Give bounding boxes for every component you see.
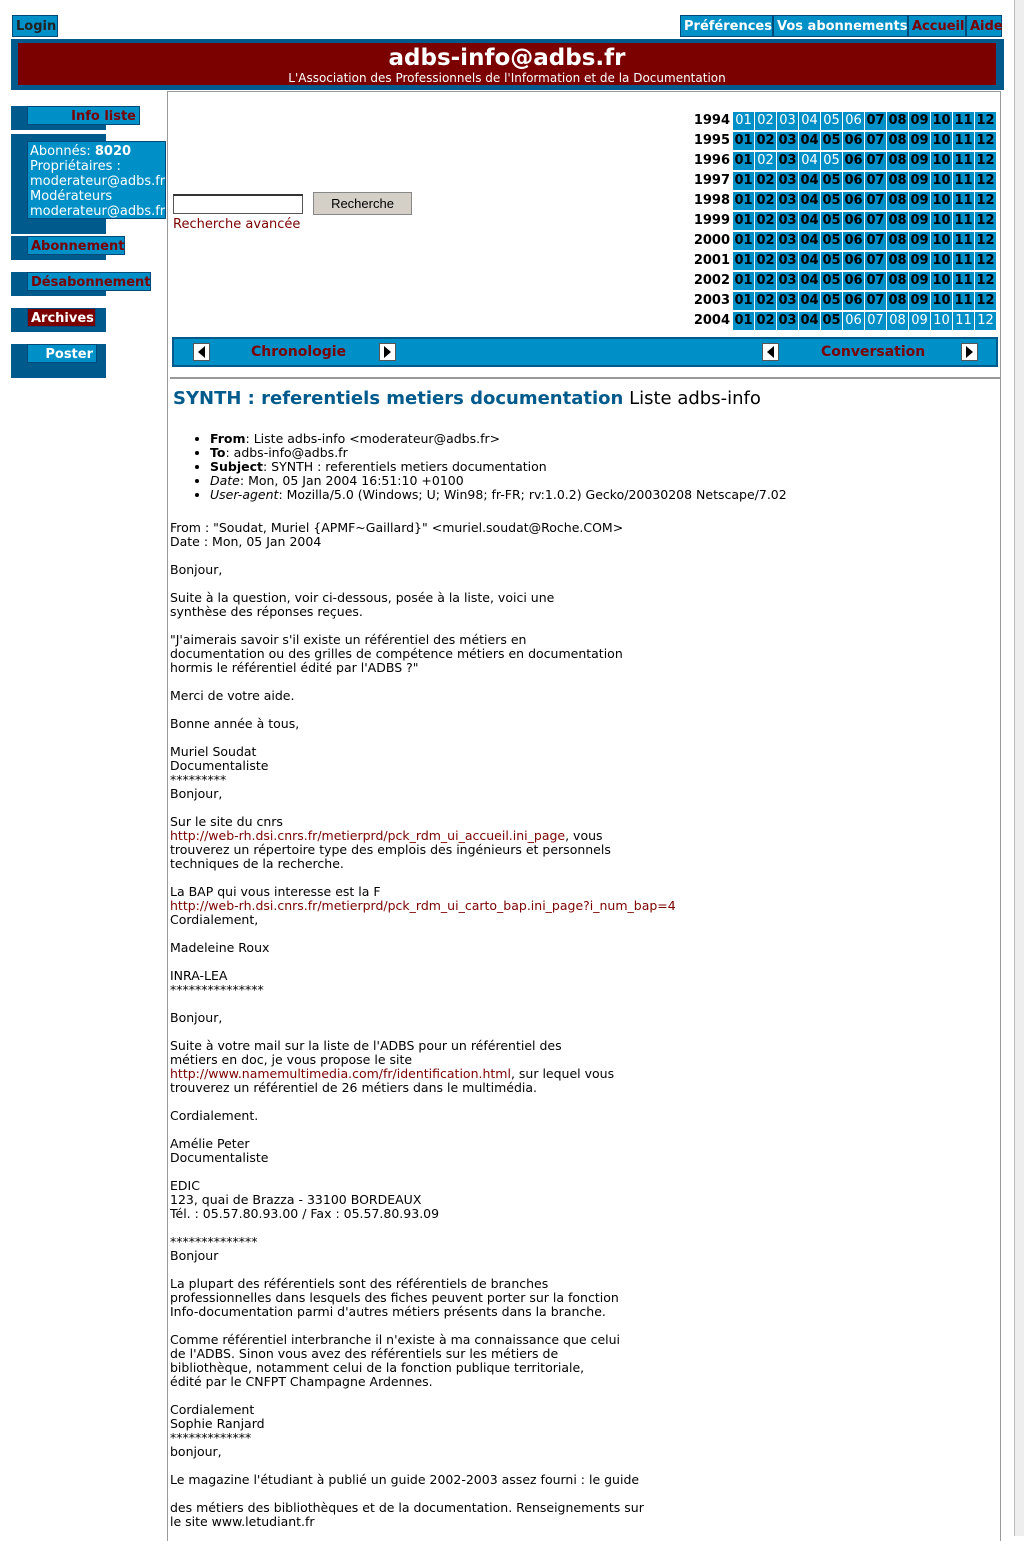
cnrs-accueil-link[interactable]: http://web-rh.dsi.cnrs.fr/metierprd/pck_rdm_ui_accueil.ini_page: [170, 828, 566, 843]
archive-month-cell[interactable]: 11: [954, 293, 973, 308]
archive-month-cell[interactable]: 08: [888, 273, 907, 288]
list-info-box: [27, 141, 166, 219]
archive-month-cell[interactable]: 10: [932, 293, 951, 308]
archive-month-cell[interactable]: 05: [822, 273, 841, 288]
archive-month-cell[interactable]: 05: [822, 213, 841, 228]
archive-month-cell[interactable]: 10: [932, 233, 951, 248]
scrollbar[interactable]: [1014, 0, 1024, 1536]
archive-month-cell[interactable]: 09: [910, 273, 929, 288]
archive-month-cell[interactable]: 10: [932, 193, 951, 208]
archive-month-cell[interactable]: 05: [822, 253, 841, 268]
home-button[interactable]: Accueil: [908, 15, 966, 37]
archive-month-cell: 03: [777, 112, 798, 130]
archive-month-cell[interactable]: 08: [888, 133, 907, 148]
owners-email[interactable]: moderateur@adbs.fr: [30, 174, 166, 189]
archive-month-cell[interactable]: 03: [778, 193, 797, 208]
archive-month-cell[interactable]: 07: [866, 293, 885, 308]
archive-month-cell: 09: [909, 312, 930, 330]
header-subject: • Subject: SYNTH : referentiels metiers documentation: [210, 460, 787, 474]
archive-month-cell: 05: [821, 112, 842, 130]
help-button[interactable]: Aide: [966, 15, 1002, 37]
archive-month-cell[interactable]: 10: [932, 253, 951, 268]
archive-month-cell: 02: [755, 152, 776, 170]
archive-month-cell[interactable]: 08: [888, 173, 907, 188]
search-button[interactable]: Recherche: [313, 192, 412, 215]
conversation-label: Conversation: [821, 344, 926, 360]
archive-month-cell[interactable]: 12: [976, 213, 995, 228]
list-subtitle: L'Association des Professionnels de l'Information et de la Documentation: [288, 71, 726, 85]
archive-month-cell[interactable]: 07: [866, 253, 885, 268]
archive-month-cell[interactable]: 06: [844, 233, 863, 248]
archive-month-cell[interactable]: 11: [954, 273, 973, 288]
archive-month-cell[interactable]: 05: [822, 233, 841, 248]
archive-month-cell[interactable]: 03: [778, 233, 797, 248]
archive-month-cell[interactable]: 05: [822, 133, 841, 148]
archive-month-cell[interactable]: 01: [734, 213, 753, 228]
moderators-label: Modérateurs: [30, 189, 113, 204]
advanced-search-link[interactable]: Recherche avancée: [173, 217, 301, 232]
triangle-right-icon: [962, 344, 977, 360]
archive-month-cell[interactable]: 04: [800, 173, 819, 188]
archive-month-cell[interactable]: 08: [888, 113, 907, 128]
archive-month-cell[interactable]: 11: [954, 113, 973, 128]
archive-month-cell[interactable]: 01: [734, 173, 753, 188]
sidebar-item-abonnement[interactable]: Abonnement: [27, 236, 125, 255]
archive-month-cell: 01: [733, 112, 754, 130]
sidebar-item-archives[interactable]: Archives: [27, 308, 96, 327]
subscriptions-button[interactable]: Vos abonnements: [773, 15, 908, 37]
archive-month-cell[interactable]: 01: [734, 193, 753, 208]
archive-month-cell[interactable]: 07: [866, 273, 885, 288]
archive-month-cell[interactable]: 03: [778, 153, 797, 168]
message-subject: SYNTH : referentiels metiers documentation: [173, 388, 624, 409]
triangle-left-icon: [194, 344, 209, 360]
archive-month-cell[interactable]: 07: [866, 153, 885, 168]
archive-month-cell[interactable]: 06: [844, 133, 863, 148]
archive-month-cell[interactable]: 04: [800, 213, 819, 228]
archive-month-cell[interactable]: 05: [822, 173, 841, 188]
header-date: • Date: Mon, 05 Jan 2004 16:51:10 +0100: [210, 474, 787, 488]
archive-month-cell[interactable]: 12: [976, 173, 995, 188]
archive-month-cell[interactable]: 01: [734, 153, 753, 168]
next-chrono-button[interactable]: [379, 343, 396, 361]
archive-month-cell[interactable]: 02: [756, 253, 775, 268]
sidebar-item-info-liste[interactable]: Info liste: [27, 106, 140, 125]
archive-month-cell[interactable]: 12: [976, 273, 995, 288]
archive-month-cell[interactable]: 02: [756, 193, 775, 208]
archive-month-cell[interactable]: 12: [976, 193, 995, 208]
archive-month-cell[interactable]: 06: [844, 193, 863, 208]
archive-month-cell[interactable]: 10: [932, 153, 951, 168]
subscribers-label: Abonnés:: [30, 144, 91, 159]
archive-month-cell[interactable]: 08: [888, 213, 907, 228]
archive-month-cell[interactable]: 07: [866, 233, 885, 248]
archive-month-cell: 08: [887, 312, 908, 330]
archive-month-cell[interactable]: 01: [734, 253, 753, 268]
message-headers: [192, 432, 787, 502]
archive-month-cell[interactable]: 01: [734, 293, 753, 308]
owners-label: Propriétaires :: [30, 159, 121, 174]
archive-month-cell[interactable]: 12: [976, 153, 995, 168]
archive-year-label: 2000: [693, 233, 730, 248]
archive-month-cell[interactable]: 08: [888, 153, 907, 168]
banner: [18, 43, 996, 85]
archive-month-cell[interactable]: 04: [800, 313, 819, 328]
archive-month-cell[interactable]: 01: [734, 133, 753, 148]
message-title: [173, 388, 761, 409]
search-input[interactable]: [173, 194, 303, 214]
archive-month-cell[interactable]: 12: [976, 113, 995, 128]
archive-month-cell[interactable]: 02: [756, 233, 775, 248]
archive-month-cell: 05: [821, 152, 842, 170]
triangle-right-icon: [380, 344, 395, 360]
archive-month-cell[interactable]: 08: [888, 293, 907, 308]
archive-month-cell[interactable]: 09: [910, 193, 929, 208]
archive-month-cell[interactable]: 09: [910, 153, 929, 168]
archive-month-cell[interactable]: 02: [756, 273, 775, 288]
archive-month-cell: 06: [843, 312, 864, 330]
archive-year-label: 1996: [693, 153, 730, 168]
archive-month-cell[interactable]: 04: [800, 233, 819, 248]
archive-month-cell[interactable]: 01: [734, 273, 753, 288]
next-conversation-button[interactable]: [961, 343, 978, 361]
archive-month-cell[interactable]: 08: [888, 233, 907, 248]
archive-month-cell[interactable]: 12: [976, 233, 995, 248]
archive-month-cell[interactable]: 03: [778, 133, 797, 148]
header-user-agent: • User-agent: Mozilla/5.0 (Windows; U; Win98; fr-FR; rv:1.0.2) Gecko/20030208 Netscape/7.02: [210, 488, 787, 502]
archive-month-cell[interactable]: 09: [910, 173, 929, 188]
archive-year-label: 1994: [693, 113, 730, 128]
archive-month-cell[interactable]: 06: [844, 273, 863, 288]
archive-month-cell[interactable]: 09: [910, 233, 929, 248]
archive-month-cell[interactable]: 04: [800, 273, 819, 288]
archive-month-cell[interactable]: 12: [976, 253, 995, 268]
divider: [170, 377, 1000, 379]
archive-month-cell[interactable]: 01: [734, 233, 753, 248]
header-from: • From: Liste adbs-info <moderateur@adbs.fr>: [210, 432, 787, 446]
archive-month-cell[interactable]: 11: [954, 133, 973, 148]
archive-month-cell[interactable]: 09: [910, 293, 929, 308]
prev-chrono-button[interactable]: [193, 343, 210, 361]
archive-month-cell[interactable]: 11: [954, 153, 973, 168]
archive-month-cell: 04: [799, 152, 820, 170]
archive-month-cell[interactable]: 09: [910, 213, 929, 228]
archive-year-label: 2001: [693, 253, 730, 268]
archive-month-cell[interactable]: 03: [778, 173, 797, 188]
archive-month-cell[interactable]: 10: [932, 173, 951, 188]
archive-month-cell: 07: [865, 312, 886, 330]
archive-month-cell[interactable]: 03: [778, 273, 797, 288]
archive-month-cell[interactable]: 11: [954, 173, 973, 188]
list-title: adbs-info@adbs.fr: [388, 45, 626, 71]
moderators-email[interactable]: moderateur@adbs.fr: [30, 204, 166, 219]
archive-month-cell[interactable]: 08: [888, 253, 907, 268]
sidebar-item-desabonnement[interactable]: Désabonnement: [27, 272, 151, 291]
archive-month-cell[interactable]: 03: [778, 313, 797, 328]
archive-month-cell[interactable]: 05: [822, 193, 841, 208]
archive-month-cell: 11: [953, 312, 974, 330]
archive-month-cell[interactable]: 11: [954, 213, 973, 228]
archive-month-cell[interactable]: 10: [932, 273, 951, 288]
archive-month-cell[interactable]: 12: [976, 133, 995, 148]
archive-month-cell[interactable]: 06: [844, 213, 863, 228]
header-to: • To: adbs-info@adbs.fr: [210, 446, 787, 460]
archive-month-cell[interactable]: 11: [954, 253, 973, 268]
navigation-bar: [172, 337, 998, 367]
sidebar: [11, 90, 166, 378]
subscribers-count: 8020: [94, 144, 132, 159]
archive-month-cell[interactable]: 09: [910, 253, 929, 268]
archive-month-cell[interactable]: 06: [844, 153, 863, 168]
archive-month-cell[interactable]: 08: [888, 193, 907, 208]
archive-month-cell[interactable]: 03: [778, 213, 797, 228]
prev-conversation-button[interactable]: [762, 343, 779, 361]
archive-month-cell[interactable]: 11: [954, 193, 973, 208]
archive-month-cell: 06: [843, 112, 864, 130]
archive-month-cell[interactable]: 12: [976, 293, 995, 308]
archive-month-cell[interactable]: 02: [756, 133, 775, 148]
list-name: Liste adbs-info: [629, 388, 761, 409]
archive-month-cell[interactable]: 09: [910, 113, 929, 128]
archive-month-cell[interactable]: 06: [844, 253, 863, 268]
archive-month-cell[interactable]: 10: [932, 133, 951, 148]
archive-month-cell[interactable]: 09: [910, 133, 929, 148]
archive-month-cell[interactable]: 10: [932, 213, 951, 228]
sidebar-item-poster[interactable]: Poster: [27, 344, 97, 363]
archive-year-label: 2004: [693, 313, 730, 328]
archive-month-cell[interactable]: 11: [954, 233, 973, 248]
login-button[interactable]: Login: [12, 15, 58, 37]
archive-month-cell[interactable]: 07: [866, 113, 885, 128]
archive-year-label: 1995: [693, 133, 730, 148]
archive-month-cell[interactable]: 06: [844, 293, 863, 308]
archive-month-cell[interactable]: 01: [734, 313, 753, 328]
archive-month-cell[interactable]: 04: [800, 133, 819, 148]
archive-month-cell[interactable]: 07: [866, 133, 885, 148]
archive-month-cell[interactable]: 02: [756, 313, 775, 328]
archive-month-cell[interactable]: 07: [866, 193, 885, 208]
archive-year-label: 1997: [693, 173, 730, 188]
archive-year-label: 1998: [693, 193, 730, 208]
archive-month-cell[interactable]: 07: [866, 173, 885, 188]
archive-month-cell[interactable]: 03: [778, 253, 797, 268]
archive-month-cell[interactable]: 03: [778, 293, 797, 308]
archive-month-cell[interactable]: 04: [800, 253, 819, 268]
archive-month-cell[interactable]: 06: [844, 173, 863, 188]
preferences-button[interactable]: Préférences: [680, 15, 773, 37]
message-body: From : "Soudat, Muriel {APMF~Gaillard}" <muriel.soudat@Roche.COM> Date : Mon, 05 Jan 2004 Bonjour, Suite à la question, voir ci-dessous, posée à la liste, voici une synthèse des réponses reçues. "J'aimerais savoir s'il existe un référentiel des métiers en documentation ou des grilles de compétence métiers en documentation hormis le référentiel édité par l'ADBS ?" Merci de votre aide. Bonne année à tous, Muriel Soudat Documentaliste ********* Bonjour, Sur le site du cnrs http://web-rh.dsi.cnrs.fr/metierprd/pck_rdm_ui_accueil.ini_page, vous trouverez un répertoire type des emplois des ingénieurs et personnels techniques de la recherche. La BAP qui vous interesse est la F http://web-rh.dsi.cnrs.fr/metierprd/pck_rdm_ui_carto_bap.ini_page?i_num_bap=4 Cordialement, Madeleine Roux INRA-LEA *************** Bonjour, Suite à votre mail sur la liste de l'ADBS pour un référentiel des métiers en doc, je vous propose le site http://www.namemultimedia.com/fr/identification.html, sur lequel vous trouverez un référentiel de 26 métiers dans le multimédia. Cordialement. Amélie Peter Documentaliste EDIC 123, quai de Brazza - 33100 BORDEAUX Tél. : 05.57.80.93.00 / Fax : 05.57.80.93.09 ************** Bonjour La plupart des référentiels sont des référentiels de branches professionnelles dans lesquels des fiches peuvent porter sur la fonction Info-documentation parmi d'autres métiers présents dans la branche. Comme référentiel interbranche il n'existe à ma connaissance que celui de l'ADBS. Sinon vous avez des référentiels sur les métiers de bibliothèque, notamment celui de la fonction publique territoriale, édité par le CNFPT Champagne Ardennes. Cordialement Sophie Ranjard ************* bonjour, Le magazine l'étudiant à publié un guide 2002-2003 assez fourni : le guide des métiers des bibliothèques et de la documentation. Renseignements sur le site www.letudiant.fr: [170, 520, 676, 1529]
archive-year-label: 2002: [693, 273, 730, 288]
archive-year-label: 1999: [693, 213, 730, 228]
archive-month-cell[interactable]: 02: [756, 293, 775, 308]
archive-month-cell[interactable]: 05: [822, 293, 841, 308]
archive-month-cell[interactable]: 07: [866, 213, 885, 228]
archive-month-cell[interactable]: 10: [932, 113, 951, 128]
archive-month-cell: 04: [799, 112, 820, 130]
chronologie-label: Chronologie: [251, 344, 347, 360]
cnrs-carto-link[interactable]: http://web-rh.dsi.cnrs.fr/metierprd/pck_rdm_ui_carto_bap.ini_page?i_num_bap=4: [170, 898, 676, 913]
archive-month-cell[interactable]: 04: [800, 293, 819, 308]
archive-month-cell: 02: [755, 112, 776, 130]
namemultimedia-link[interactable]: http://www.namemultimedia.com/fr/identification.html: [170, 1066, 511, 1081]
archive-month-cell[interactable]: 04: [800, 193, 819, 208]
archive-month-cell: 12: [975, 312, 996, 330]
archive-month-cell: 10: [931, 312, 952, 330]
archive-year-label: 2003: [693, 293, 730, 308]
triangle-left-icon: [763, 344, 778, 360]
archive-month-cell[interactable]: 05: [822, 313, 841, 328]
archive-month-cell[interactable]: 02: [756, 213, 775, 228]
header-banner: [11, 39, 1004, 90]
archive-month-cell[interactable]: 02: [756, 173, 775, 188]
